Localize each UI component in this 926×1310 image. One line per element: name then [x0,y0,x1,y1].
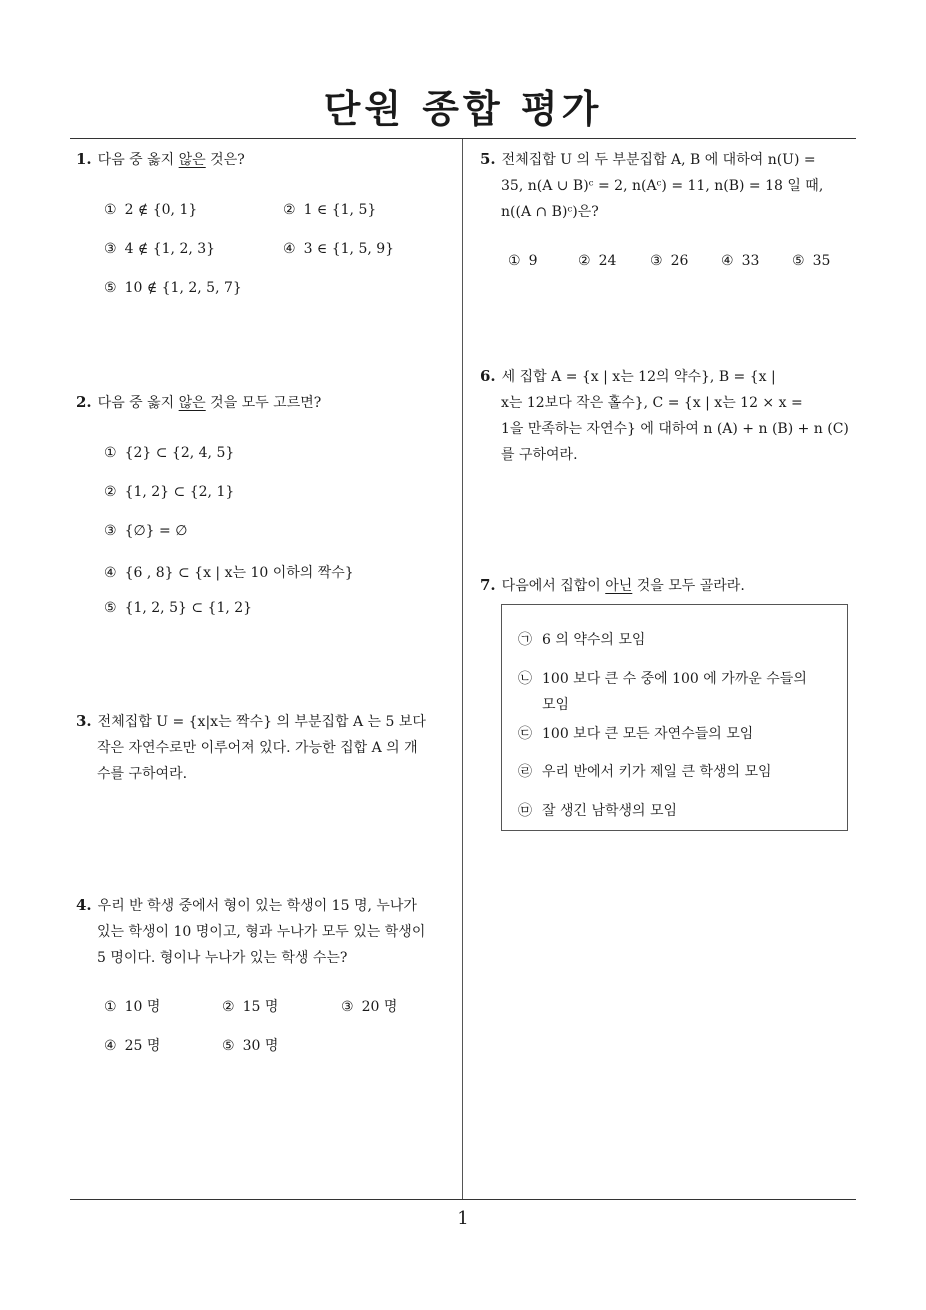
choice-item: ㉢ 100 보다 큰 모든 자연수들의 모임 [518,726,754,742]
option-1[interactable]: ① 9 [508,253,538,269]
underlined-word: 않은 [178,395,206,411]
column-divider [462,139,463,1199]
option-2[interactable]: ② 15 명 [222,999,279,1015]
question-number: 7. [480,576,496,594]
question-text-line: 1을 만족하는 자연수} 에 대하여 n (A) + n (B) + n (C) [501,421,849,437]
option-4[interactable]: ④ 33 [721,253,760,269]
question-text-line: 수를 구하여라. [97,766,188,782]
top-divider [70,138,856,139]
underlined-word: 아닌 [605,578,633,594]
option-4[interactable]: ④ {6 , 8} ⊂ {x | x는 10 이하의 짝수} [104,565,354,581]
option-5[interactable]: ⑤ 30 명 [222,1038,279,1054]
question-2 [76,389,456,416]
question-text-line: x는 12보다 작은 홀수}, C = {x | x는 12 × x = [501,395,803,411]
question-text-line: 전체집합 U 의 두 부분집합 A, B 에 대하여 n(U) = [501,152,816,168]
question-number: 1. [76,150,92,168]
question-number: 5. [480,150,496,168]
option-4[interactable]: ④ 25 명 [104,1038,161,1054]
question-7 [480,572,864,599]
question-number: 3. [76,712,92,730]
option-4[interactable]: ④ 3 ∈ {1, 5, 9} [283,241,395,257]
question-3 [76,708,460,787]
option-2[interactable]: ② 1 ∈ {1, 5} [283,202,377,218]
question-text-line: 를 구하여라. [501,447,578,463]
question-number: 2. [76,393,92,411]
question-stem: 것을 모두 골라라. [632,578,745,594]
choice-item: ㉡ 100 보다 큰 수 중에 100 에 가까운 수들의 모임 [518,671,807,713]
question-5 [480,146,864,225]
question-1 [76,146,456,173]
question-text-line: 있는 학생이 10 명이고, 형과 누나가 모두 있는 학생이 [97,924,426,940]
underlined-word: 않은 [178,152,206,168]
option-3[interactable]: ③ 20 명 [341,999,398,1015]
option-5[interactable]: ⑤ {1, 2, 5} ⊂ {1, 2} [104,600,253,616]
option-5[interactable]: ⑤ 10 ∉ {1, 2, 5, 7} [104,280,242,296]
question-text-line: 전체집합 U = {x|x는 짝수} 의 부분집합 A 는 5 보다 [97,714,426,730]
choices-box [501,604,848,831]
option-1[interactable]: ① {2} ⊂ {2, 4, 5} [104,445,235,461]
question-text-line: n((A ∩ B)ᶜ)은? [501,204,599,220]
option-1[interactable]: ① 10 명 [104,999,161,1015]
question-text-line: 5 명이다. 형이나 누나가 있는 학생 수는? [97,950,348,966]
option-3[interactable]: ③ 26 [650,253,689,269]
option-2[interactable]: ② {1, 2} ⊂ {2, 1} [104,484,235,500]
page-title: 단원 종합 평가 [323,87,603,131]
question-stem: 다음에서 집합이 [501,578,606,594]
choice-item: ㉣ 우리 반에서 키가 제일 큰 학생의 모임 [518,764,772,780]
option-5[interactable]: ⑤ 35 [792,253,831,269]
question-text-line: 35, n(A ∪ B)ᶜ = 2, n(Aᶜ) = 11, n(B) = 18 일 때, [501,178,824,194]
question-number: 4. [76,896,92,914]
page-number: 1 [457,1208,469,1229]
question-stem: 것을 모두 고르면? [205,395,322,411]
question-6 [480,363,864,468]
choice-item: ㉤ 잘 생긴 남학생의 모임 [518,803,678,819]
question-stem: 것은? [205,152,245,168]
question-text-line: 작은 자연수로만 이루어져 있다. 가능한 집합 A 의 개 [97,740,418,756]
question-4 [76,892,460,971]
option-3[interactable]: ③ 4 ∉ {1, 2, 3} [104,241,216,257]
question-text-line: 우리 반 학생 중에서 형이 있는 학생이 15 명, 누나가 [97,898,417,914]
question-stem: 다음 중 옳지 [97,395,179,411]
option-2[interactable]: ② 24 [578,253,617,269]
question-number: 6. [480,367,496,385]
bottom-divider [70,1199,856,1200]
question-stem: 다음 중 옳지 [97,152,179,168]
question-text-line: 세 집합 A = {x | x는 12의 약수}, B = {x | [501,369,776,385]
option-1[interactable]: ① 2 ∉ {0, 1} [104,202,198,218]
option-3[interactable]: ③ {∅} = ∅ [104,523,188,539]
choice-item: ㉠ 6 의 약수의 모임 [518,632,646,648]
